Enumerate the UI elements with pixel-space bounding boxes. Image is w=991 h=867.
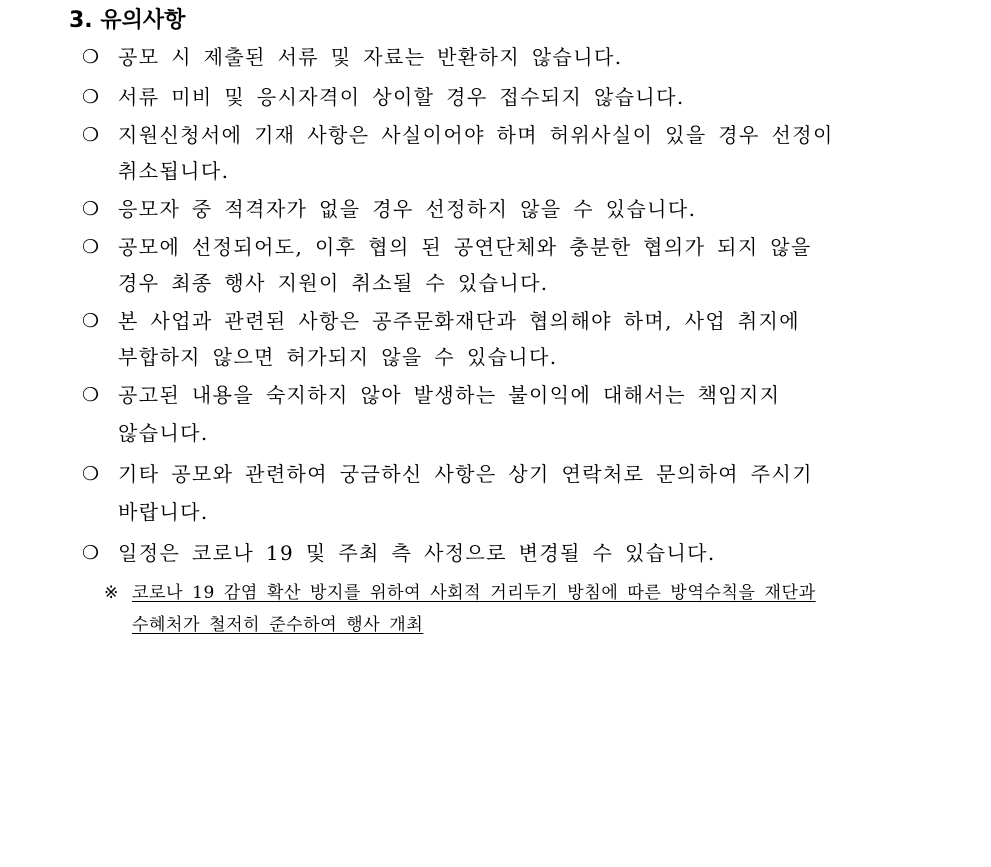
circle-bullet-icon: ❍ — [82, 310, 100, 332]
item-text-line: 공모에 선정되어도, 이후 협의 된 공연단체와 충분한 협의가 되지 않을 — [118, 235, 812, 259]
circle-bullet-icon: ❍ — [82, 86, 100, 108]
circle-bullet-icon: ❍ — [82, 124, 100, 146]
reference-mark-icon: ※ — [104, 583, 119, 603]
item-text-line: 않습니다. — [118, 421, 209, 445]
section-title: 3. 유의사항 — [69, 8, 186, 33]
item-text-line: 공고된 내용을 숙지하지 않아 발생하는 불이익에 대해서는 책임지지 — [118, 383, 781, 407]
item-text-line: 취소됩니다. — [118, 159, 230, 183]
circle-bullet-icon: ❍ — [82, 46, 100, 68]
item-text-line: 기타 공모와 관련하여 궁금하신 사항은 상기 연락처로 문의하여 주시기 — [118, 462, 813, 486]
item-text-line: 경우 최종 행사 지원이 취소될 수 있습니다. — [118, 271, 549, 295]
footnote-text-line: 코로나 19 감염 확산 방지를 위하여 사회적 거리두기 방침에 따른 방역수칙을 재단과 — [132, 583, 816, 603]
footnote-text-line: 수혜처가 철저히 준수하여 행사 개최 — [132, 615, 424, 635]
item-text-line: 지원신청서에 기재 사항은 사실이어야 하며 허위사실이 있을 경우 선정이 — [118, 123, 834, 147]
item-text-line: 바랍니다. — [118, 500, 209, 524]
item-text-line: 공모 시 제출된 서류 및 자료는 반환하지 않습니다. — [118, 45, 623, 69]
circle-bullet-icon: ❍ — [82, 463, 100, 485]
circle-bullet-icon: ❍ — [82, 198, 100, 220]
circle-bullet-icon: ❍ — [82, 542, 100, 564]
item-text-line: 응모자 중 적격자가 없을 경우 선정하지 않을 수 있습니다. — [118, 197, 697, 221]
item-text-line: 부합하지 않으면 허가되지 않을 수 있습니다. — [118, 345, 558, 369]
item-text-line: 서류 미비 및 응시자격이 상이할 경우 접수되지 않습니다. — [118, 85, 685, 109]
circle-bullet-icon: ❍ — [82, 384, 100, 406]
item-text-line: 본 사업과 관련된 사항은 공주문화재단과 협의해야 하며, 사업 취지에 — [118, 309, 800, 333]
circle-bullet-icon: ❍ — [82, 236, 100, 258]
item-text-line: 일정은 코로나 19 및 주최 측 사정으로 변경될 수 있습니다. — [118, 541, 716, 565]
